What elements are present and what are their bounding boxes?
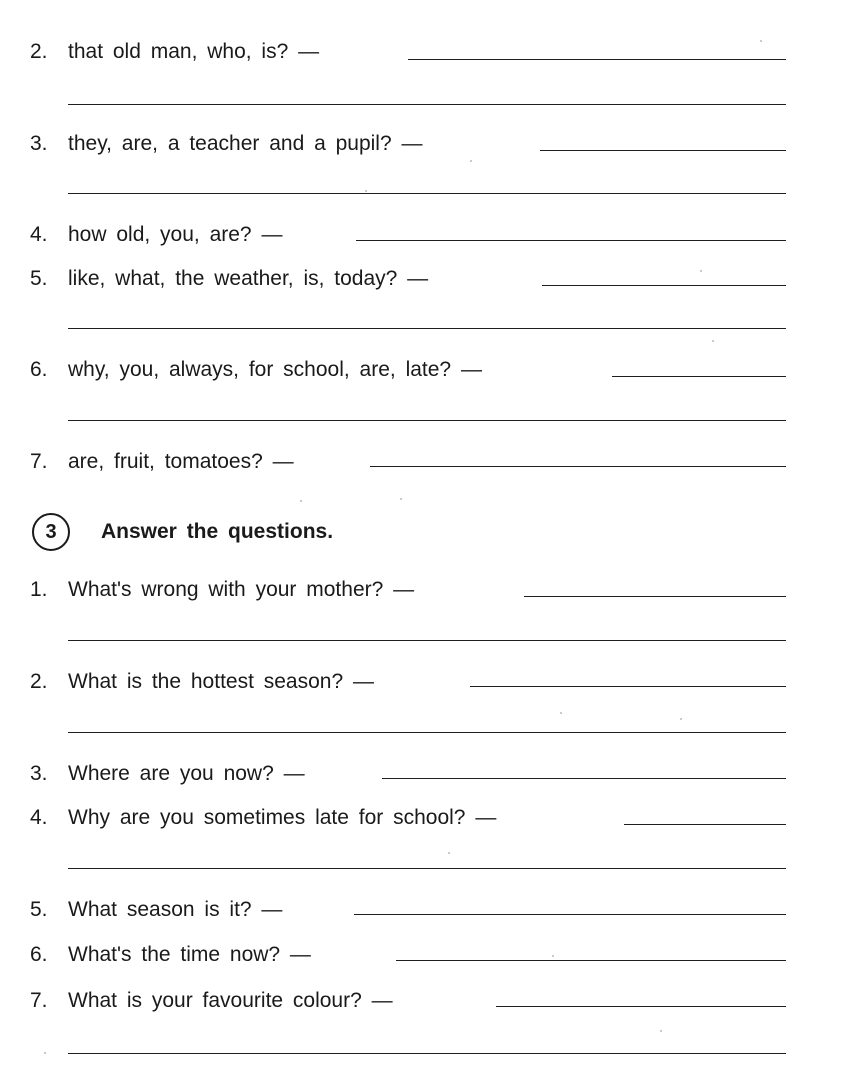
exercise-item — [0, 263, 850, 293]
item-number: 7. — [30, 989, 48, 1012]
item-prompt: why, you, always, for school, are, late? — — [68, 358, 482, 381]
answer-line[interactable] — [542, 285, 786, 286]
exercise-item — [0, 354, 850, 384]
item-number: 5. — [30, 898, 48, 921]
scan-speck — [300, 500, 302, 502]
item-number: 4. — [30, 806, 48, 829]
item-number: 3. — [30, 762, 48, 785]
question-text: What is your favourite colour? — — [68, 989, 393, 1012]
question-text: What season is it? — — [68, 898, 283, 921]
question-text: What is the hottest season? — — [68, 670, 374, 693]
answer-line[interactable] — [68, 193, 786, 194]
question-item — [0, 802, 850, 832]
scan-speck — [560, 712, 562, 714]
exercise-instruction: Answer the questions. — [101, 520, 334, 543]
answer-line[interactable] — [68, 328, 786, 329]
scan-speck — [700, 270, 702, 272]
question-item — [0, 894, 850, 924]
answer-line[interactable] — [68, 104, 786, 105]
answer-line[interactable] — [524, 596, 786, 597]
scan-speck — [400, 498, 402, 500]
question-text: What's the time now? — — [68, 943, 311, 966]
question-item — [0, 666, 850, 696]
answer-line[interactable] — [68, 732, 786, 733]
question-text: Where are you now? — — [68, 762, 305, 785]
answer-line[interactable] — [354, 914, 786, 915]
item-number: 3. — [30, 132, 48, 155]
question-item — [0, 758, 850, 788]
answer-line[interactable] — [68, 1053, 786, 1054]
question-item — [0, 985, 850, 1015]
answer-line[interactable] — [68, 640, 786, 641]
item-number: 5. — [30, 267, 48, 290]
answer-line[interactable] — [496, 1006, 786, 1007]
question-text: What's wrong with your mother? — — [68, 578, 415, 601]
answer-line[interactable] — [396, 960, 786, 961]
exercise-number-badge: 3 — [32, 513, 70, 551]
scan-speck — [365, 190, 367, 192]
item-number: 4. — [30, 223, 48, 246]
answer-line[interactable] — [356, 240, 786, 241]
scan-speck — [470, 160, 472, 162]
scan-speck — [552, 955, 554, 957]
exercise-item — [0, 128, 850, 158]
answer-line[interactable] — [540, 150, 786, 151]
question-item — [0, 939, 850, 969]
item-number: 7. — [30, 450, 48, 473]
exercise-item — [0, 36, 850, 66]
scan-speck — [712, 340, 714, 342]
answer-line[interactable] — [612, 376, 786, 377]
question-item — [0, 574, 850, 604]
answer-line[interactable] — [408, 59, 786, 60]
scan-speck — [760, 40, 762, 42]
answer-line[interactable] — [624, 824, 786, 825]
scan-speck — [448, 852, 450, 854]
question-text: Why are you sometimes late for school? — — [68, 806, 497, 829]
item-number: 6. — [30, 943, 48, 966]
answer-line[interactable] — [370, 466, 786, 467]
item-prompt: that old man, who, is? — — [68, 40, 320, 63]
item-number: 2. — [30, 40, 48, 63]
item-prompt: they, are, a teacher and a pupil? — — [68, 132, 423, 155]
answer-line[interactable] — [470, 686, 786, 687]
scan-speck — [44, 1052, 46, 1054]
answer-line[interactable] — [68, 420, 786, 421]
exercise-item — [0, 219, 850, 249]
item-number: 2. — [30, 670, 48, 693]
item-number: 1. — [30, 578, 48, 601]
scan-speck — [660, 1030, 662, 1032]
item-prompt: are, fruit, tomatoes? — — [68, 450, 294, 473]
answer-line[interactable] — [382, 778, 786, 779]
item-number: 6. — [30, 358, 48, 381]
section-heading — [32, 513, 532, 557]
answer-line[interactable] — [68, 868, 786, 869]
item-prompt: how old, you, are? — — [68, 223, 283, 246]
item-prompt: like, what, the weather, is, today? — — [68, 267, 429, 290]
exercise-item — [0, 446, 850, 476]
scan-speck — [680, 718, 682, 720]
